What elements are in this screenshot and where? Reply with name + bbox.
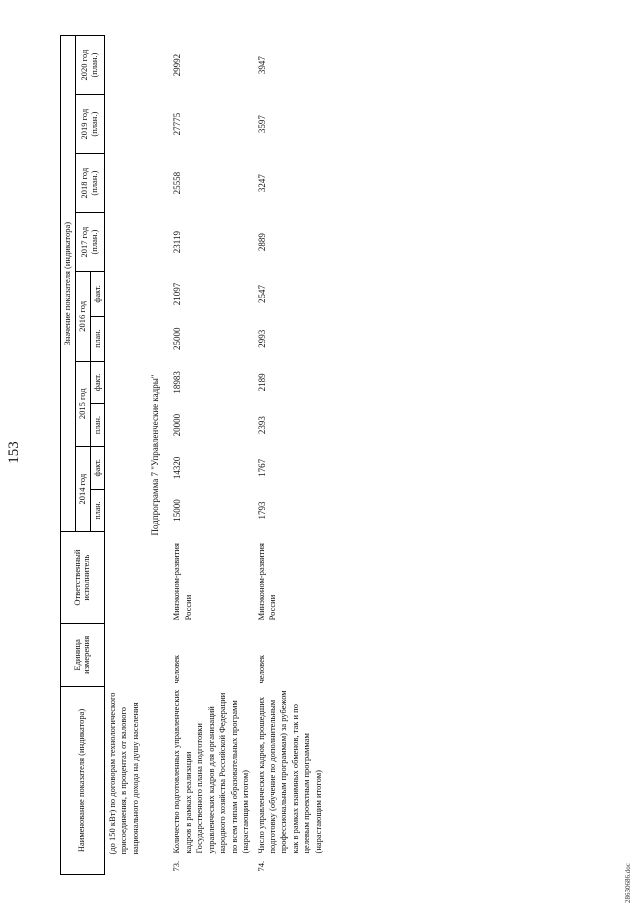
value-2020: 29992 (172, 53, 183, 77)
value-2020: 3947 (256, 56, 267, 75)
header-2014-fact: факт. (90, 446, 104, 489)
header-2016: 2016 год (75, 272, 90, 361)
header-2017: 2017 год (план.) (75, 213, 104, 272)
row-unit: человек (171, 654, 182, 684)
header-2016-fact: факт. (90, 272, 104, 317)
row-number: 73. (171, 860, 182, 872)
header-2015: 2015 год (75, 361, 90, 446)
subprogram-title: Подпрограмма 7 "Управленческие кадры" (150, 374, 161, 536)
continuation-text: (до 150 кВт) по договорам технологического присоединения, в процентах от валового национального дохода на душу населения (106, 692, 140, 855)
indicator-table (60, 35, 326, 875)
value-2018: 3247 (256, 174, 267, 193)
value-2015-fact: 18983 (172, 371, 183, 394)
value-2014-fact: 1767 (256, 458, 267, 477)
row-executor: Минэконом-развития России (171, 543, 193, 621)
value-2014-fact: 14320 (172, 456, 183, 480)
value-2018: 25558 (172, 171, 183, 195)
row-unit: человек (255, 654, 266, 684)
header-2020: 2020 год (план.) (75, 36, 104, 95)
value-2019: 27775 (172, 112, 183, 136)
header-executor: Ответственный исполнитель (61, 532, 105, 624)
value-2016-plan: 25000 (172, 327, 183, 350)
table-header (61, 36, 105, 875)
value-2014-plan: 15000 (172, 499, 183, 522)
value-2015-fact: 2189 (256, 373, 267, 392)
header-value-group: Значение показателя (индикатора) (61, 36, 76, 532)
table-row (169, 36, 253, 875)
value-2015-plan: 20000 (172, 413, 183, 437)
header-2018: 2018 год (план.) (75, 154, 104, 213)
header-2019: 2019 год (план.) (75, 95, 104, 154)
row-name: Количество подготовленных управленческих кадров в рамках реализации Государственного плана подготовки управленческих кадров для организаций народного хозяйства Российской Федерации по всем типам образовательных программ (нарастающим итогом) (171, 689, 251, 854)
header-2015-fact: факт. (90, 361, 104, 404)
header-2016-plan: план. (90, 316, 104, 361)
subprogram-row (143, 36, 169, 875)
header-unit: Единица измерения (61, 623, 105, 686)
row-name-cell (254, 686, 327, 874)
value-2014-plan: 1793 (256, 501, 267, 520)
row-name: Число управленческих кадров, прошедших подготовку (обучение по дополнительным профессиональным программам) за рубежом как в рамках взаимных обменов, так и по целевым проектным программам (нарастающим итогом) (255, 690, 323, 854)
row-name-cell (169, 686, 253, 874)
footer-filename: 28630686.doc (624, 863, 632, 903)
row-number: 74. (255, 860, 266, 872)
header-name: Наименование показателя (индикатора) (61, 686, 105, 874)
value-2017: 2889 (256, 233, 267, 252)
value-2015-plan: 2393 (256, 416, 267, 435)
value-2016-fact: 21097 (172, 282, 183, 306)
value-2017: 23119 (172, 231, 183, 254)
header-2014: 2014 год (75, 446, 90, 531)
continuation-row (104, 36, 143, 875)
row-executor: Минэконом-развития России (255, 543, 278, 621)
page-number: 153 (6, 441, 22, 464)
table-row (254, 36, 327, 875)
value-2019: 3597 (256, 115, 267, 134)
value-2016-fact: 2547 (256, 284, 267, 303)
value-2016-plan: 2993 (256, 329, 267, 348)
header-2015-plan: план. (90, 404, 104, 447)
header-2014-plan: план. (90, 489, 104, 532)
